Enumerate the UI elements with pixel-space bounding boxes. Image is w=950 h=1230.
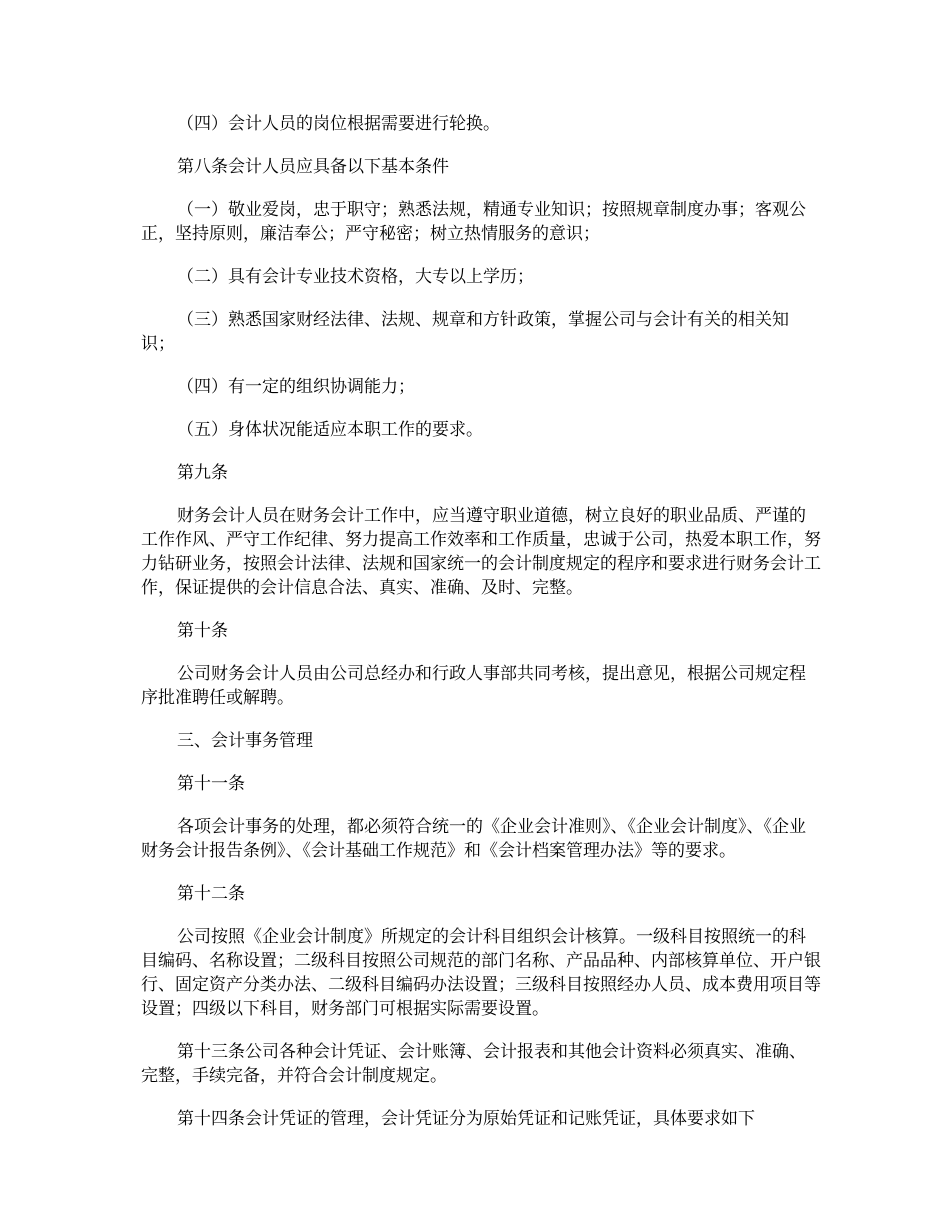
article-9-body: 财务会计人员在财务会计工作中，应当遵守职业道德，树立良好的职业品质、严谨的工作作风、严守工作纪律、努力提高工作效率和工作质量，忠诚于公司，热爱本职工作，努力钻研业务，按照会计法律、法规和国家统一的会计制度规定的程序和要求进行财务会计工作，保证提供的会计信息合法、真实、准确、及时、完整。 [141, 506, 821, 598]
article-9-heading: 第九条 [177, 463, 228, 483]
article-12-heading: 第十二条 [177, 884, 245, 904]
paragraph-condition-2: （二）具有会计专业技术资格，大专以上学历； [177, 267, 534, 287]
article-8-heading: 第八条会计人员应具备以下基本条件 [177, 157, 449, 177]
paragraph-condition-5: （五）身体状况能适应本职工作的要求。 [177, 420, 483, 440]
paragraph-condition-4: （四）有一定的组织协调能力； [177, 377, 415, 397]
document-body [141, 112, 821, 1150]
paragraph-condition-3: （三）熟悉国家财经法律、法规、规章和方针政策，掌握公司与会计有关的相关知识； [141, 310, 789, 354]
article-11-heading: 第十一条 [177, 774, 245, 794]
article-10-heading: 第十条 [177, 621, 228, 641]
section-3-heading: 三、会计事务管理 [177, 731, 313, 751]
article-10-body: 公司财务会计人员由公司总经办和行政人事部共同考核，提出意见，根据公司规定程序批准聘任或解聘。 [141, 664, 806, 708]
paragraph-job-rotation: （四）会计人员的岗位根据需要进行轮换。 [177, 114, 500, 134]
article-11-body: 各项会计事务的处理，都必须符合统一的《企业会计准则》、《企业会计制度》、《企业财务会计报告条例》、《会计基础工作规范》和《会计档案管理办法》等的要求。 [141, 817, 806, 861]
article-14-body: 第十四条会计凭证的管理，会计凭证分为原始凭证和记账凭证，具体要求如下 [177, 1109, 755, 1129]
article-13-body: 第十三条公司各种会计凭证、会计账簿、会计报表和其他会计资料必须真实、准确、完整，手续完备，并符合会计制度规定。 [141, 1042, 806, 1086]
paragraph-condition-1: （一）敬业爱岗，忠于职守；熟悉法规，精通专业知识；按照规章制度办事；客观公正，坚持原则，廉洁奉公；严守秘密；树立热情服务的意识； [141, 200, 806, 244]
article-12-body: 公司按照《企业会计制度》所规定的会计科目组织会计核算。一级科目按照统一的科目编码、名称设置；二级科目按照公司规范的部门名称、产品品种、内部核算单位、开户银行、固定资产分类办法、二级科目编码办法设置；三级科目按照经办人员、成本费用项目等设置；四级以下科目，财务部门可根据实际需要设置。 [141, 927, 821, 1019]
